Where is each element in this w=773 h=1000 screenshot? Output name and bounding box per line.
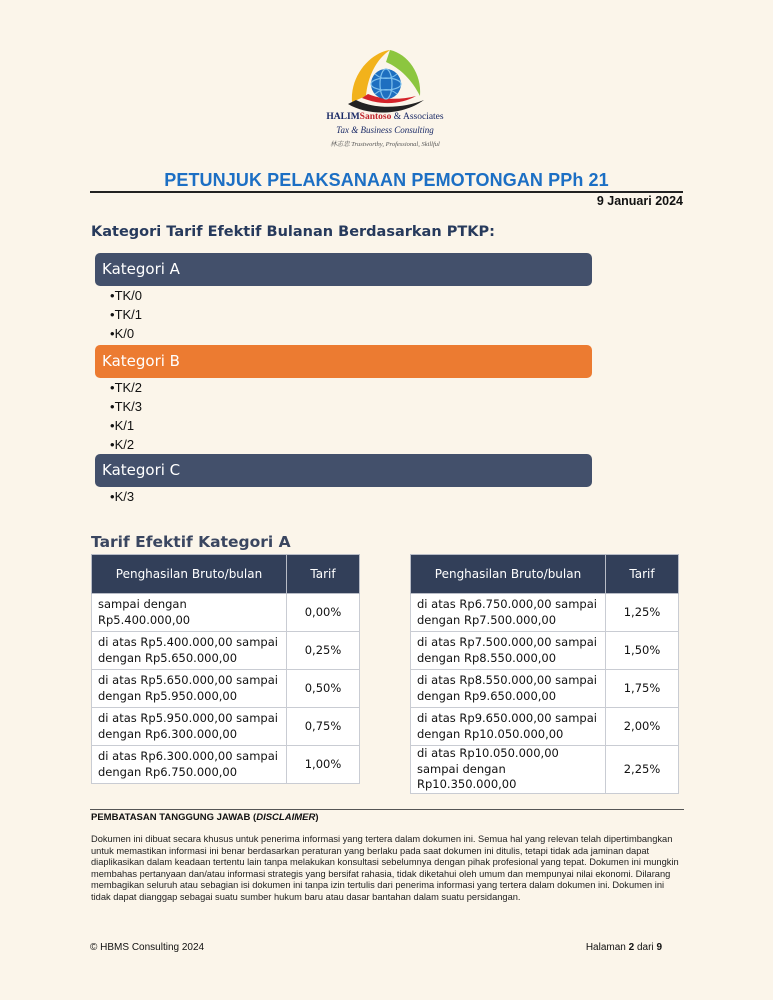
rate-cell: 1,25%	[606, 594, 679, 632]
list-item: • K/0	[110, 324, 142, 343]
table-header-row	[411, 555, 679, 594]
table-row	[411, 632, 679, 670]
document-date: 9 Januari 2024	[596, 194, 683, 208]
rate-cell: 2,25%	[606, 746, 679, 794]
disclaimer-divider	[90, 809, 684, 810]
table-header-row	[92, 555, 360, 594]
company-logo	[300, 44, 470, 154]
category-b-bar: Kategori B	[95, 345, 592, 378]
income-range-cell: di atas Rp5.650.000,00 sampai dengan Rp5.950.000,00	[92, 670, 287, 708]
rate-cell: 2,00%	[606, 708, 679, 746]
rate-cell: 0,50%	[287, 670, 360, 708]
tarif-table-right	[410, 554, 679, 794]
column-header-income: Penghasilan Bruto/bulan	[92, 555, 287, 594]
logo-tagline: 林志忠 Trustworthy, Professional, Skillful	[330, 141, 440, 148]
table-row	[92, 594, 360, 632]
section-heading-tarif: Tarif Efektif Kategori A	[91, 533, 291, 551]
rate-cell: 1,75%	[606, 670, 679, 708]
logo-subtitle: Tax & Business Consulting	[336, 125, 434, 135]
rate-cell: 0,75%	[287, 708, 360, 746]
table-row	[92, 708, 360, 746]
logo-company-name: HALIMSantoso & Associates	[326, 112, 444, 122]
list-item: • TK/0	[110, 286, 142, 305]
list-item: • K/3	[110, 487, 134, 506]
income-range-cell: di atas Rp6.750.000,00 sampai dengan Rp7.500.000,00	[411, 594, 606, 632]
income-range-cell: di atas Rp6.300.000,00 sampai dengan Rp6.750.000,00	[92, 746, 287, 784]
income-range-cell: di atas Rp5.400.000,00 sampai dengan Rp5.650.000,00	[92, 632, 287, 670]
table-row	[411, 594, 679, 632]
income-range-cell: di atas Rp7.500.000,00 sampai dengan Rp8.550.000,00	[411, 632, 606, 670]
table-row	[92, 746, 360, 784]
table-row	[411, 708, 679, 746]
list-item: • K/2	[110, 435, 142, 454]
rate-cell: 1,50%	[606, 632, 679, 670]
income-range-cell: di atas Rp10.050.000,00 sampai dengan Rp10.350.000,00	[411, 746, 606, 794]
category-c-bar: Kategori C	[95, 454, 592, 487]
footer-page-number: Halaman 2 dari 9	[585, 942, 662, 953]
list-item: • TK/3	[110, 397, 142, 416]
rate-cell: 0,00%	[287, 594, 360, 632]
list-item: • K/1	[110, 416, 142, 435]
rate-cell: 0,25%	[287, 632, 360, 670]
column-header-income: Penghasilan Bruto/bulan	[411, 555, 606, 594]
table-row	[411, 746, 679, 794]
list-item: • TK/2	[110, 378, 142, 397]
rate-cell: 1,00%	[287, 746, 360, 784]
income-range-cell: di atas Rp5.950.000,00 sampai dengan Rp6.300.000,00	[92, 708, 287, 746]
category-c-list	[110, 487, 134, 506]
section-heading-categories: Kategori Tarif Efektif Bulanan Berdasarkan PTKP:	[91, 224, 495, 240]
category-a-list	[110, 286, 142, 343]
table-row	[92, 670, 360, 708]
column-header-rate: Tarif	[606, 555, 679, 594]
logo-emblem-icon	[342, 44, 428, 114]
table-row	[411, 670, 679, 708]
disclaimer-body: Dokumen ini dibuat secara khusus untuk penerima informasi yang tertera dalam dokumen ini. Semua hal yang relevan telah dipertimbangkan untuk memastikan informasi ini benar berdasarkan peraturan yang berlaku pada saat dokumen ini ditulis, tetapi tidak ada jaminan dapat diaplikasikan dalam keadaan tertentu lain tanpa melakukan konsultasi sebelumnya dengan pihak profesional yang tepat. Dokumen ini mungkin membahas pertanyaan dan/atau informasi strategis yang bersifat rahasia, tidak diketahui oleh umum dan mempunyai nilai ekonomi. Dilarang membagikan seluruh atau sebagian isi dokumen ini tanpa izin tertulis dari penerima informasi yang tertera dalam dokumen ini. Dokumen ini tidak dapat dianggap sebagai suatu sumber hukum baru atau dasar bantahan dalam suatu persidangan.	[91, 834, 679, 902]
title-divider	[90, 191, 683, 193]
footer-copyright: © HBMS Consulting 2024	[90, 942, 205, 953]
category-b-list	[110, 378, 142, 454]
category-a-bar: Kategori A	[95, 253, 592, 286]
income-range-cell: di atas Rp8.550.000,00 sampai dengan Rp9.650.000,00	[411, 670, 606, 708]
list-item: • TK/1	[110, 305, 142, 324]
document-title: PETUNJUK PELAKSANAAN PEMOTONGAN PPh 21	[164, 170, 609, 190]
disclaimer-title: PEMBATASAN TANGGUNG JAWAB (DISCLAIMER)	[91, 812, 319, 823]
income-range-cell: di atas Rp9.650.000,00 sampai dengan Rp10.050.000,00	[411, 708, 606, 746]
table-row	[92, 632, 360, 670]
income-range-cell: sampai dengan Rp5.400.000,00	[92, 594, 287, 632]
tarif-table-left	[91, 554, 360, 784]
column-header-rate: Tarif	[287, 555, 360, 594]
